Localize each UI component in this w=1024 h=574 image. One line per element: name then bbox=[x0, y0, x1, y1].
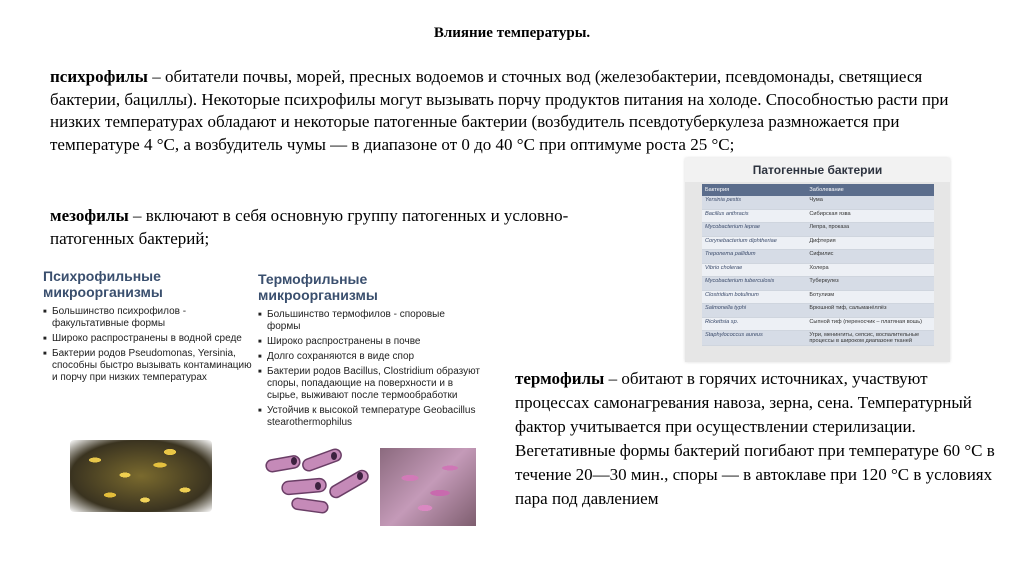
psychrophiles-term: психрофилы bbox=[50, 67, 148, 86]
table-row bbox=[702, 290, 934, 304]
disease-cell: Холера bbox=[806, 263, 934, 277]
bacterium-cell: Mycobacterium tuberculosis bbox=[702, 277, 806, 291]
thermophilic-title-line1: Термофильные bbox=[258, 271, 368, 287]
bacterium-cell: Bacillus anthracis bbox=[702, 209, 806, 223]
table-header-disease: Заболевание bbox=[806, 184, 934, 196]
disease-cell: Сифилис bbox=[806, 250, 934, 264]
thermophilic-bullets bbox=[258, 309, 480, 429]
disease-cell: Угри, менингиты, сепсис, воспалительные процессы в широком диапазоне тканей bbox=[806, 331, 934, 346]
bacterium-cell: Mycobacterium leprae bbox=[702, 223, 806, 237]
psychrophilic-title-line1: Психрофильные bbox=[43, 268, 161, 284]
bacterium-cell: Corynebacterium diphtheriae bbox=[702, 236, 806, 250]
pathogens-table-image bbox=[685, 158, 950, 362]
table-row bbox=[702, 304, 934, 318]
table-row bbox=[702, 236, 934, 250]
disease-cell: Чума bbox=[806, 196, 934, 209]
table-row bbox=[702, 250, 934, 264]
disease-cell: Брюшной тиф, сальмане́ллёз bbox=[806, 304, 934, 318]
table-header-row bbox=[702, 184, 934, 196]
table-row bbox=[702, 209, 934, 223]
thermophilic-card-title bbox=[258, 271, 480, 303]
list-item: ■ Долго сохраняются в виде спор bbox=[258, 351, 480, 363]
disease-cell: Сыпной тиф (переносчик – платяная вошь) bbox=[806, 317, 934, 331]
mesophiles-term: мезофилы bbox=[50, 206, 129, 225]
bacterium-cell: Salmonella typhi bbox=[702, 304, 806, 318]
list-item: ■ Широко распространены в почве bbox=[258, 336, 480, 348]
table-row bbox=[702, 223, 934, 237]
table-header-bacterium: Бактерия bbox=[702, 184, 806, 196]
table-row bbox=[702, 277, 934, 291]
disease-cell: Лепра, проказа bbox=[806, 223, 934, 237]
thermophilic-rods-illustration bbox=[262, 448, 380, 518]
psychrophiles-text: – обитатели почвы, морей, пресных водоемов и сточных вод (железобактерии, псевдомонады, светящиеся бактерии, бациллы). Некоторые психрофилы могут вызывать порчу продуктов питания на холоде. Способностью расти при низких температурах обладают и некоторые патогенные бактерии (возбудитель псевдотуберкулеза размножается при температуре 4 °С, а возбудитель чумы — в диапазоне от 0 до 40 °С при оптимуме роста 25 °С; bbox=[50, 67, 949, 154]
table-row bbox=[702, 331, 934, 346]
psychrophilic-card-title bbox=[43, 268, 253, 300]
thermophiles-paragraph bbox=[515, 367, 1005, 511]
list-item: ■ Широко распространены в водной среде bbox=[43, 333, 253, 345]
mesophiles-text: – включают в себя основную группу патогенных и условно-патогенных бактерий; bbox=[50, 206, 569, 248]
pathogens-table-title: Патогенные бактерии bbox=[685, 158, 950, 182]
thermophilic-title-line2: микроорганизмы bbox=[258, 287, 378, 303]
table-row bbox=[702, 317, 934, 331]
thermophilic-bacteria-photo bbox=[380, 448, 476, 526]
bacterium-cell: Clostridium botulinum bbox=[702, 290, 806, 304]
psychrophilic-bullets bbox=[43, 306, 253, 384]
bacterium-cell: Yersinia pestis bbox=[702, 196, 806, 209]
bacterium-cell: Rickettsia sp. bbox=[702, 317, 806, 331]
list-item: ■ Бактерии родов Pseudomonas, Yersinia, способны быстро вызывать контаминацию и порчу при низких температурах bbox=[43, 348, 253, 384]
list-item: ■ Устойчив к высокой температуре Geobacillus stearothermophilus bbox=[258, 405, 480, 429]
psychrophilic-bacteria-photo bbox=[70, 440, 212, 512]
bacterium-cell: Vibrio cholerae bbox=[702, 263, 806, 277]
bacterium-cell: Staphylococcus aureus bbox=[702, 331, 806, 346]
disease-cell: Сибирская язва bbox=[806, 209, 934, 223]
psychrophiles-paragraph bbox=[50, 66, 960, 156]
list-item: ■ Бактерии родов Bacillus, Clostridium образуют споры, попадающие на поверхности и в сырье, выживают после термообработки bbox=[258, 366, 480, 402]
psychrophilic-card bbox=[43, 268, 253, 387]
list-item: ■ Большинство термофилов - споровые формы bbox=[258, 309, 480, 333]
list-item: ■ Большинство психрофилов - факультативные формы bbox=[43, 306, 253, 330]
thermophiles-term: термофилы bbox=[515, 369, 605, 388]
thermophilic-card bbox=[258, 271, 480, 432]
thermophiles-text: – обитают в горячих источниках, участвуют процессах самонагревания навоза, зерна, сена. Температурный фактор учитывается при осуществлении стерилизации. Вегетативные формы бактерий погибают при температуре 60 °С в течение 20—30 мин., споры — в автоклаве при 120 °С в условиях пара под давлением bbox=[515, 369, 995, 508]
disease-cell: Туберкулез bbox=[806, 277, 934, 291]
disease-cell: Дифтерия bbox=[806, 236, 934, 250]
table-row bbox=[702, 196, 934, 209]
mesophiles-paragraph bbox=[50, 205, 650, 250]
pathogens-table bbox=[702, 184, 934, 346]
table-row bbox=[702, 263, 934, 277]
disease-cell: Ботулизм bbox=[806, 290, 934, 304]
page-title: Влияние температуры. bbox=[433, 25, 591, 41]
psychrophilic-title-line2: микроорганизмы bbox=[43, 284, 163, 300]
bacterium-cell: Treponema pallidum bbox=[702, 250, 806, 264]
